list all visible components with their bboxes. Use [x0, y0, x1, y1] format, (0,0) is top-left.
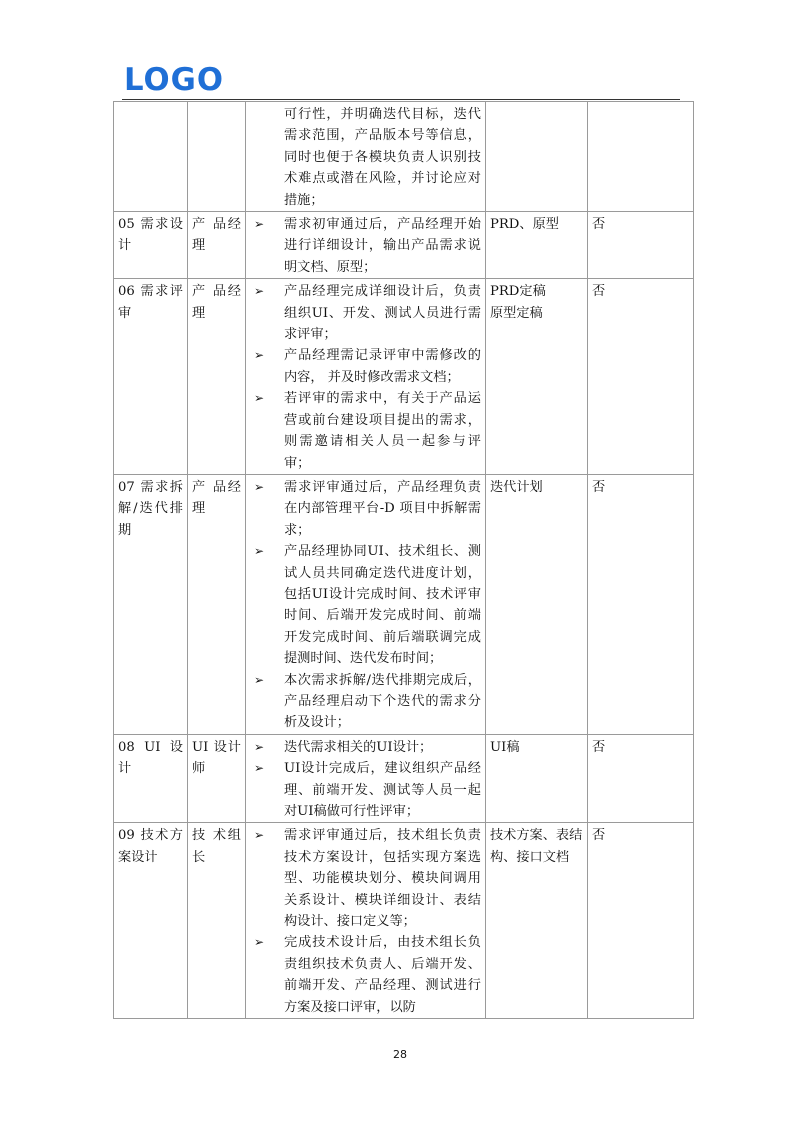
step-cell: 05 需求设计 [114, 212, 188, 279]
optional-cell: 否 [588, 823, 694, 1019]
list-item-text: 需求评审通过后，产品经理负责在内部管理平台-D 项目中拆解需求； [284, 479, 481, 538]
list-item [250, 281, 481, 345]
description-cell [246, 823, 486, 1019]
list-item-text: 需求初审通过后，产品经理开始进行详细设计，输出产品需求说明文档、原型； [284, 217, 481, 275]
description-cell [246, 102, 486, 212]
list-item-text: 迭代需求相关的UI设计； [284, 739, 433, 755]
logo-mark [124, 64, 224, 94]
list-item [250, 932, 481, 1018]
header-rule [122, 99, 680, 100]
step-cell: 06 需求评审 [114, 279, 188, 475]
process-table-body [114, 102, 694, 1019]
bullet-list [250, 214, 481, 278]
list-item-text: 产品经理协同UI、技术组长、测试人员共同确定迭代进度计划，包括UI设计完成时间、技术评审时间、后端开发完成时间、前端开发完成时间、前后端联调完成提测时间、迭代发布时间； [284, 544, 481, 667]
arrow-bullet-icon: ➢ [253, 217, 265, 232]
list-item [250, 737, 481, 758]
optional-cell [588, 102, 694, 212]
list-item-text: 产品经理完成详细设计后，负责组织UI、开发、测试人员进行需求评审； [284, 284, 481, 343]
output-cell: PRD、原型 [486, 212, 588, 279]
role-cell: 产 品经理 [188, 212, 246, 279]
arrow-bullet-icon: ➢ [253, 348, 265, 363]
arrow-bullet-icon: ➢ [253, 672, 265, 687]
description-cell [246, 279, 486, 475]
list-item [250, 670, 481, 734]
output-cell: UI稿 [486, 734, 588, 823]
table-row [114, 279, 694, 475]
logo [124, 64, 224, 94]
output-cell: 迭代计划 [486, 474, 588, 734]
description-cell [246, 474, 486, 734]
list-item [250, 825, 481, 932]
list-item-text: 需求评审通过后，技术组长负责技术方案设计，包括实现方案选型、功能模块划分、模块间调用关系设计、模块详细设计、表结构设计、接口定义等； [284, 828, 481, 930]
bullet-list [250, 737, 481, 823]
bullet-list [250, 281, 481, 474]
table-row [114, 734, 694, 823]
optional-cell: 否 [588, 474, 694, 734]
role-cell: 产 品经理 [188, 279, 246, 475]
description-cell [246, 212, 486, 279]
output-cell: PRD定稿 原型定稿 [486, 279, 588, 475]
role-cell [188, 102, 246, 212]
optional-cell: 否 [588, 734, 694, 823]
arrow-bullet-icon: ➢ [253, 544, 265, 559]
list-item [250, 345, 481, 388]
optional-cell: 否 [588, 279, 694, 475]
step-cell: 09 技术方案设计 [114, 823, 188, 1019]
list-item-text: 可行性，并明确迭代目标，迭代需求范围，产品版本号等信息，同时也便于各模块负责人识别技术难点或潜在风险，并讨论应对措施； [284, 107, 481, 208]
list-item [250, 541, 481, 669]
list-item-text: 完成技术设计后，由技术组长负责组织技术负责人、后端开发、前端开发、产品经理、测试进行方案及接口评审，以防 [284, 935, 481, 1015]
arrow-bullet-icon: ➢ [253, 935, 265, 950]
list-item-text: 本次需求拆解/迭代排期完成后，产品经理启动下个迭代的需求分析及设计； [284, 672, 481, 731]
output-cell: 技术方案、表结构、接口文档 [486, 823, 588, 1019]
arrow-bullet-icon: ➢ [253, 479, 265, 494]
arrow-bullet-icon: ➢ [253, 739, 265, 754]
list-item [250, 388, 481, 474]
role-cell: 技 术组长 [188, 823, 246, 1019]
output-cell [486, 102, 588, 212]
table-row [114, 474, 694, 734]
arrow-bullet-icon: ➢ [253, 284, 265, 299]
bullet-list [250, 825, 481, 1018]
list-item-text: UI设计完成后，建议组织产品经理、前端开发、测试等人员一起对UI稿做可行性评审； [284, 761, 481, 819]
list-item [250, 477, 481, 541]
description-cell [246, 734, 486, 823]
page-number: 28 [393, 1048, 407, 1061]
step-cell: 08 UI 设计 [114, 734, 188, 823]
list-item-text: 若评审的需求中，有关于产品运营或前台建设项目提出的需求，则需邀请相关人员一起参与评审； [284, 391, 481, 471]
step-cell: 07 需求拆解/迭代排期 [114, 474, 188, 734]
role-cell: 产 品经理 [188, 474, 246, 734]
optional-cell: 否 [588, 212, 694, 279]
role-cell: UI 设计师 [188, 734, 246, 823]
list-item [250, 214, 481, 278]
list-item [250, 758, 481, 822]
table-row [114, 212, 694, 279]
arrow-bullet-icon: ➢ [253, 391, 265, 406]
list-item [250, 104, 481, 211]
bullet-list [250, 477, 481, 734]
arrow-bullet-icon: ➢ [253, 828, 265, 843]
bullet-list [250, 104, 481, 211]
list-item-text: 产品经理需记录评审中需修改的内容， 并及时修改需求文档； [284, 348, 481, 385]
arrow-bullet-icon: ➢ [253, 761, 265, 776]
table-row [114, 102, 694, 212]
process-table [113, 101, 694, 1019]
table-row [114, 823, 694, 1019]
logo-text: LOGO [124, 64, 224, 94]
step-cell [114, 102, 188, 212]
